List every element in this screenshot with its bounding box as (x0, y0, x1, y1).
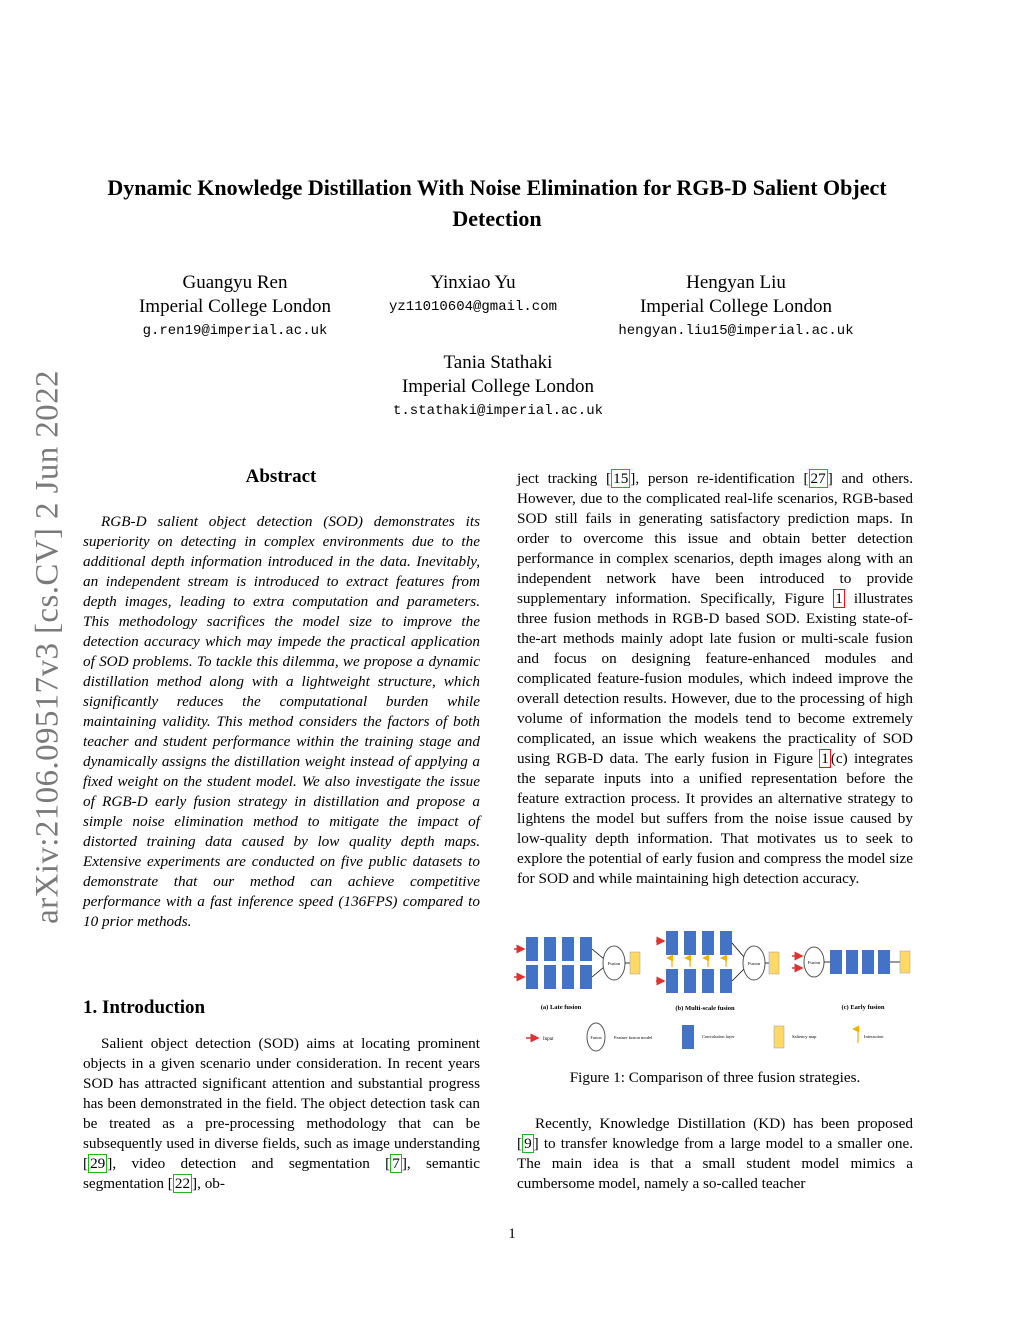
subfigure-b-label: (b) Multi-scale fusion (675, 1005, 735, 1012)
early-fusion-diagram (792, 947, 910, 1011)
citation-link[interactable]: 7 (392, 1155, 400, 1172)
introduction-heading: 1. Introduction (83, 997, 206, 1018)
legend-input-label: Input (543, 1037, 554, 1042)
legend-interaction-label: Interaction (864, 1034, 884, 1039)
subfigure-c-label: (c) Early fusion (841, 1004, 885, 1011)
subfigure-a-label: (a) Late fusion (540, 1004, 582, 1011)
author-email: g.ren19@imperial.ac.uk (142, 323, 328, 339)
text-run: Recently, Knowledge Distillation (KD) has been proposed (535, 1115, 913, 1132)
legend-conv-label: Convolution layer (702, 1034, 735, 1039)
legend-saliency-label: Saliency map (792, 1034, 817, 1039)
text-run: ject tracking (517, 470, 607, 487)
author-name: Tania Stathaki (443, 352, 553, 373)
author-block (348, 351, 648, 423)
text-run: to transfer knowledge from a large model to a smaller one. The main idea is that a small student model mimics a cumbersome model, namely a so-called teacher (517, 1135, 913, 1192)
intro-paragraph-3: Recently, Knowledge Distillation (KD) has been proposed [ 9 ] to transfer knowledge from a large model to a smaller one. The main idea is that a small student model mimics a cumbersome model, namely a so-called teacher (517, 1115, 913, 1192)
figure-1 (512, 925, 918, 1055)
author-affiliation: Imperial College London (401, 376, 595, 397)
author-name: Guangyu Ren (182, 272, 288, 293)
arxiv-identifier: arXiv:2106.09517v3 [cs.CV] 2 Jun 2022 (29, 370, 66, 924)
fusion-node-label: Fusion (747, 961, 761, 966)
text-run: and others. However, due to the complicated real-life scenarios, RGB-based SOD still fails in generating satisfactory prediction maps. In order to overcome this issue and obtain better detection performance in complex scenarios, depth images along with an independent network have been introduced to provide supplementary information. Specifically, Figure (517, 470, 913, 607)
author-affiliation: Imperial College London (639, 296, 833, 317)
legend-fusion-label: Fusion (590, 1035, 602, 1040)
figure-legend (526, 1023, 884, 1051)
intro-paragraph-2: ject tracking [ 15 ], person re-identification [ 27 ] and others. However, due to the complicated real-life scenarios, RGB-based SOD still fails in generating satisfactory prediction maps. In order to overcome this issue and obtain better detection performance in complex scenarios, depth images along with an independent network have been introduced to provide supplementary information. Specifically, Figure 1 illustrates three fusion methods in RGB-D based SOD. Existing state-of-the-art methods mainly adopt late fusion or multi-scale fusion and focus on designing feature-enhanced modules and complicated feature-fusion modules, which indeed improve the overall detection results. However, due to the processing of high volume of information the models tend to become extremely complicated, an issue which weakens the practicality of SOD using RGB-D data. The early fusion in Figure 1 (c) integrates the separate inputs into a unified representation before the feature extraction process. It provides an alternative strategy to lightens the model but suffers from the noise issue caused by low-quality depth information. That motivates us to seek to explore the potential of early fusion and compress the model size for SOD and while maintaining high detection accuracy. (517, 470, 913, 887)
abstract-text: RGB-D salient object detection (SOD) demonstrates its superiority on detecting in complex environments due to the additional depth information introduced in the data. Inevitably, an independent stream is introduced to extract features from depth images, leading to extra computation and parameters. This methodology sacrifices the model size to improve the detection accuracy which may impede the practical application of SOD problems. To tackle this dilemma, we propose a dynamic distillation method along with a lightweight structure, which significantly reduces the computational burden while maintaining validity. This method considers the factors of both teacher and student performance within the training stage and dynamically assigns the distillation weight instead of applying a fixed weight on the student model. We also investigate the issue of RGB-D early fusion strategy in distillation and propose a simple noise elimination method to mitigate the impact of distorted training data caused by low quality depth maps. Extensive experiments are conducted on five public datasets to demonstrate that our method can achieve competitive performance with a fast inference speed (136FPS) compared to 10 prior methods. (83, 513, 480, 930)
abstract-heading: Abstract (245, 466, 317, 487)
intro-paragraph-1: Salient object detection (SOD) aims at locating prominent objects in a given scenario under consideration. In recent years SOD has attracted significant attention and substantial progress has been demonstrated in the field. The object detection task can be treated as a pre-processing methodology that can be subsequently used in diverse fields, such as image understanding [ 29 ], video detection and segmentation [ 7 ], semantic segmentation [ 22 ], ob- (83, 1035, 480, 1192)
author-block (586, 271, 886, 343)
author-name: Yinxiao Yu (430, 272, 516, 293)
text-run: , video detection and segmentation (112, 1155, 386, 1172)
citation-link[interactable]: 15 (613, 470, 629, 487)
author-name: Hengyan Liu (686, 272, 786, 293)
author-block (348, 271, 598, 319)
fusion-node-label: Fusion (807, 960, 821, 965)
multi-scale-fusion-diagram (656, 931, 779, 1012)
citation-link[interactable]: 27 (810, 470, 826, 487)
text-run: illustrates three fusion methods in RGB-D based SOD. Existing state-of-the-art methods mainly adopt late fusion or multi-scale fusion and focus on designing feature-enhanced modules and complicated feature-fusion modules, which indeed improve the overall detection results. However, due to the processing of high volume of information the models tend to become extremely complicated, an issue which weakens the practicality of SOD using RGB-D data. The early fusion in Figure (517, 590, 913, 767)
text-run: , ob- (197, 1175, 225, 1192)
text-run: , semantic segmentation (83, 1155, 480, 1192)
fusion-node-label: Fusion (607, 961, 621, 966)
citation-link[interactable]: 29 (90, 1155, 106, 1172)
figure-ref-link[interactable]: 1 (821, 750, 829, 767)
author-block (110, 271, 360, 343)
citation-link[interactable]: 9 (524, 1135, 532, 1152)
page-number: 1 (508, 1226, 516, 1242)
citation-link[interactable]: 22 (174, 1175, 191, 1192)
text-run: , person re-identification (635, 470, 804, 487)
author-affiliation: Imperial College London (138, 296, 332, 317)
text-run: (c) integrates the separate inputs into a unified representation before the feature extraction process. It provides an alternative strategy to lightens the model but suffers from the noise issue caused by low-quality depth information. That motivates us to seek to explore the potential of early fusion and compress the model size for SOD and while maintaining high detection accuracy. (517, 750, 913, 887)
text-run: Salient object detection (SOD) aims at locating prominent objects in a given scenario under consideration. In recent years SOD has attracted significant attention and substantial progress has been demonstrated in the field. The object detection task can be treated as a pre-processing methodology that can be subsequently used in diverse fields, such as image understanding (83, 1035, 480, 1152)
author-email: hengyan.liu15@imperial.ac.uk (618, 323, 854, 339)
paper-title: Dynamic Knowledge Distillation With Noise Elimination for RGB-D Salient Object Detection (107, 175, 887, 231)
figure-caption: Figure 1: Comparison of three fusion strategies. (569, 1069, 861, 1086)
late-fusion-diagram (514, 937, 640, 1011)
figure-ref-link[interactable]: 1 (835, 590, 843, 607)
legend-fusion-model-label: Feature fusion model (614, 1035, 653, 1040)
author-email: yz11010604@gmail.com (388, 299, 558, 315)
author-email: t.stathaki@imperial.ac.uk (392, 403, 604, 419)
